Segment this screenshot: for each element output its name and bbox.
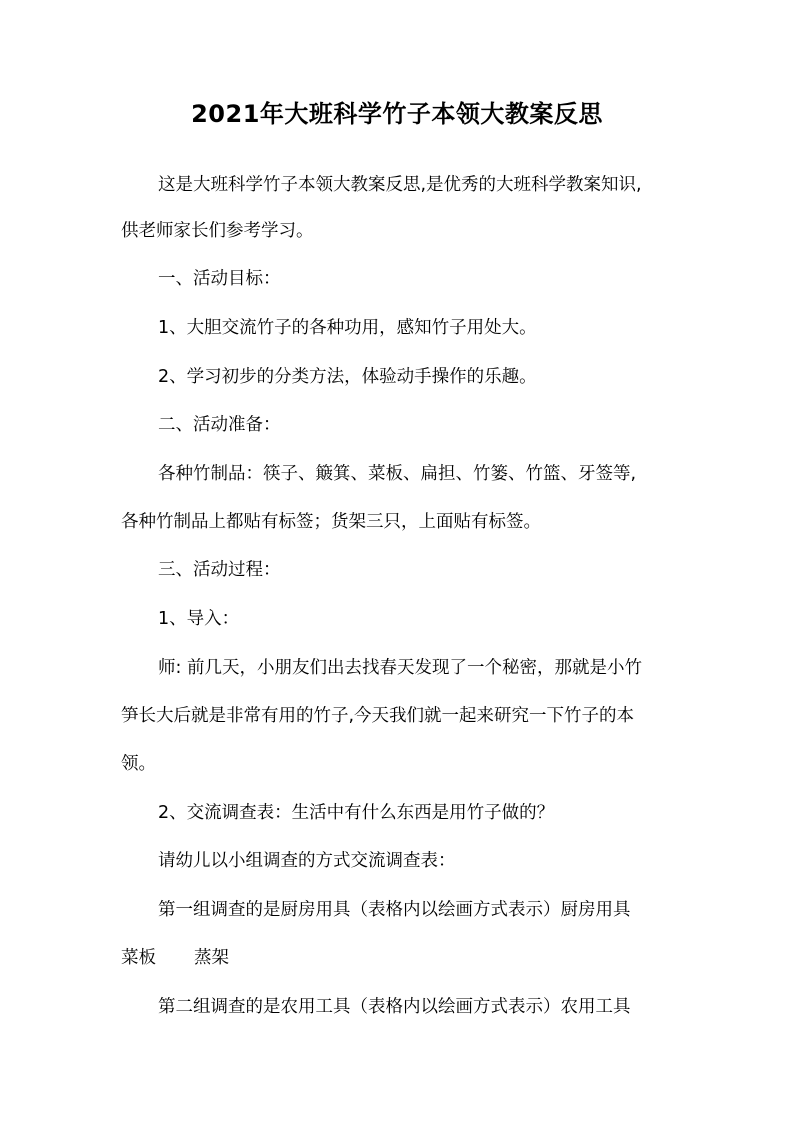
document-title: 2021年大班科学竹子本领大教案反思 [191, 100, 603, 128]
group-2-line: 第二组调查的是农用工具（表格内以绘画方式表示）农用工具 [158, 997, 631, 1017]
step-2-heading: 2、交流调查表：生活中有什么东西是用竹子做的？ [158, 803, 555, 823]
teacher-line-1: 师: 前几天，小朋友们出去找春天发现了一个秘密，那就是小竹 [158, 658, 642, 678]
prep-line-1: 各种竹制品：筷子、簸箕、菜板、扁担、竹篓、竹篮、牙签等, [158, 464, 637, 484]
survey-intro: 请幼儿以小组调查的方式交流调查表： [158, 851, 456, 871]
group-1-item-1: 菜板 [121, 948, 156, 968]
intro-line-1: 这是大班科学竹子本领大教案反思,是优秀的大班科学教案知识, [158, 175, 642, 195]
goal-item-2: 2、学习初步的分类方法，体验动手操作的乐趣。 [158, 367, 537, 387]
intro-line-2: 供老师家长们参考学习。 [121, 221, 314, 241]
group-1-items [121, 945, 681, 971]
prep-heading: 二、活动准备： [158, 415, 281, 435]
step-1-heading: 1、导入： [158, 609, 240, 629]
teacher-line-3: 领。 [121, 754, 156, 774]
teacher-line-2: 笋长大后就是非常有用的竹子,今天我们就一起来研究一下竹子的本 [121, 706, 635, 726]
group-1-item-2: 蒸架 [194, 948, 229, 968]
goal-item-1: 1、大胆交流竹子的各种功用，感知竹子用处大。 [158, 318, 537, 338]
prep-line-2: 各种竹制品上都贴有标签；货架三只，上面贴有标签。 [121, 512, 541, 532]
process-heading: 三、活动过程： [158, 560, 281, 580]
group-1-line: 第一组调查的是厨房用具（表格内以绘画方式表示）厨房用具 [158, 900, 631, 920]
goal-heading: 一、活动目标： [158, 269, 281, 289]
